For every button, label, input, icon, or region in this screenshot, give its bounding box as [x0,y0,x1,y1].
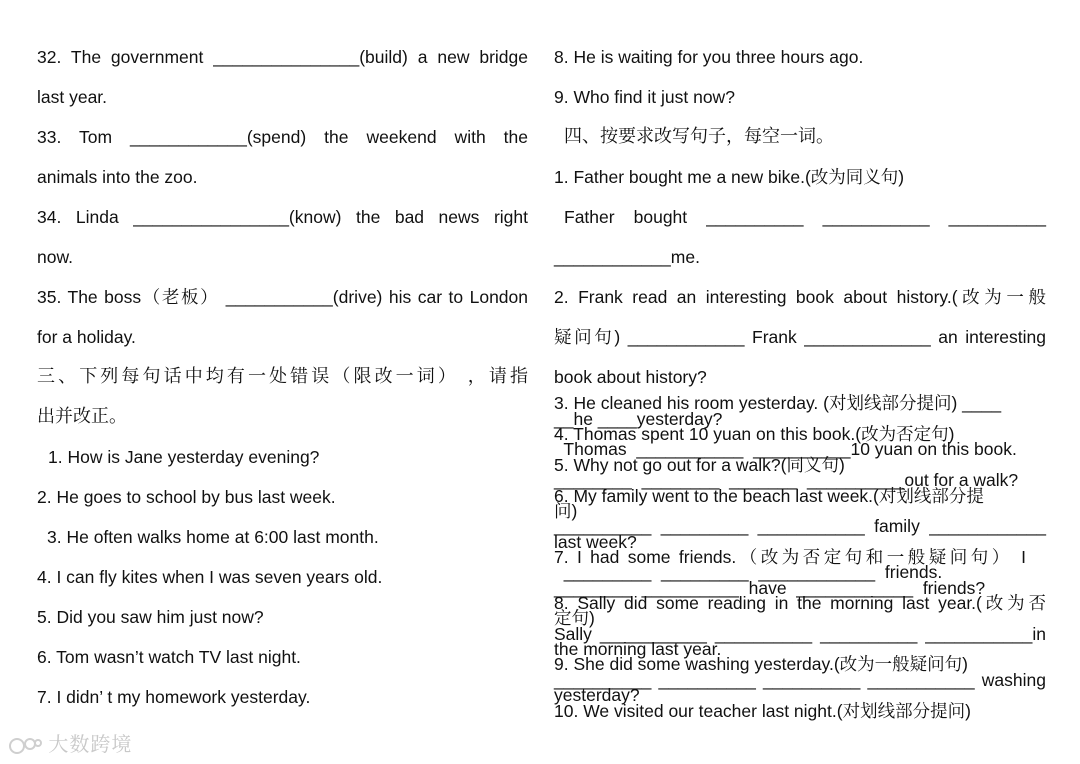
section-3-heading-cont: 出并改正。 [37,406,127,427]
error-item-6: 6. Tom wasn’t watch TV last night. [37,647,301,667]
section-3-heading: 三、下列每句话中均有一处错误（限改一词） ，请指 [37,366,528,387]
rewrite-2: 2. Frank read an interesting book about history.(改为一般 [554,287,1046,307]
rewrite-9-blanks-cont: yesterday? [554,685,640,705]
rewrite-2-blanks: 疑问句) ____________ Frank _____________ an interesting [554,327,1046,347]
rewrite-1: 1. Father bought me a new bike.(改为同义句) [554,167,905,187]
rewrite-6-blanks: __________ _________ ___________ family ____________ [554,516,1046,536]
question-32-line2: last year. [37,87,108,107]
rewrite-8: 8. Sally did some reading in the morning last year.(改为否 [554,593,1046,613]
watermark-text: 大数跨境 [48,732,133,756]
rewrite-9: 9. She did some washing yesterday.(改为一般疑问句) [554,654,968,674]
rewrite-5: 5. Why not go out for a walk?(同义句) [554,455,845,475]
rewrite-9-blanks: __________ __________ __________ ___________ washing [554,670,1046,690]
section-4-heading: 四、按要求改写句子，每空一词。 [564,126,834,147]
question-34-line2: now. [37,247,73,267]
question-33-line2: animals into the zoo. [37,167,198,187]
rewrite-3: 3. He cleaned his room yesterday. (对划线部分提问) ____ [554,393,1002,413]
rewrite-7: 7. I had some friends.（改为否定句和一般疑问句） I [554,547,1026,567]
rewrite-1-blanks-cont: ____________me. [554,247,700,267]
rewrite-8-cont: 定句) [554,608,595,628]
rewrite-7-question-blanks: ________ __________ have ____________ friends? [554,578,986,598]
error-item-9: 9. Who find it just now? [554,87,735,107]
error-item-7: 7. I didn’ t my homework yesterday. [37,687,311,707]
question-35-line2: for a holiday. [37,327,136,347]
error-item-4: 4. I can fly kites when I was seven years old. [37,567,383,587]
question-35-line1: 35. The boss（老板） ___________(drive) his car to London [37,287,528,307]
error-item-8: 8. He is waiting for you three hours ago. [554,47,864,67]
question-32-line1: 32. The government _______________(build) a new bridge [37,47,528,67]
rewrite-4: 4. Thomas spent 10 yuan on this book.(改为否定句) [554,424,955,444]
rewrite-10: 10. We visited our teacher last night.(对划线部分提问) [554,701,971,721]
rewrite-7-negative-blanks: _________ _________ ____________ friends. [554,562,943,582]
rewrite-6-cont: 问) [554,501,578,521]
rewrite-1-blanks: Father bought __________ ___________ __________ [564,207,1046,227]
error-item-3: 3. He often walks home at 6:00 last month. [47,527,379,547]
rewrite-5-blanks: ________ ________ _______ __________out for a walk? [554,470,1019,490]
rewrite-6-blanks-cont: last week? [554,532,637,552]
question-33-line1: 33. Tom ____________(spend) the weekend with the [37,127,528,147]
rewrite-6: 6. My family went to the beach last week.(对划线部分提 [554,486,984,506]
error-item-1: 1. How is Jane yesterday evening? [48,447,320,467]
question-34-line1: 34. Linda ________________(know) the bad news right [37,207,528,227]
watermark-icon [8,734,42,758]
error-item-2: 2. He goes to school by bus last week. [37,487,336,507]
rewrite-2-cont: book about history? [554,367,707,387]
rewrite-8-blanks-cont: the morning last year. [554,639,722,659]
rewrite-4-blanks: Thomas ___________ __________10 yuan on this book. [554,439,1017,459]
error-item-5: 5. Did you saw him just now? [37,607,264,627]
rewrite-8-blanks: Sally ___________ __________ __________ ___________in [554,624,1046,644]
rewrite-3-blanks: __he ____yesterday? [554,409,723,429]
watermark-logo [8,730,148,758]
